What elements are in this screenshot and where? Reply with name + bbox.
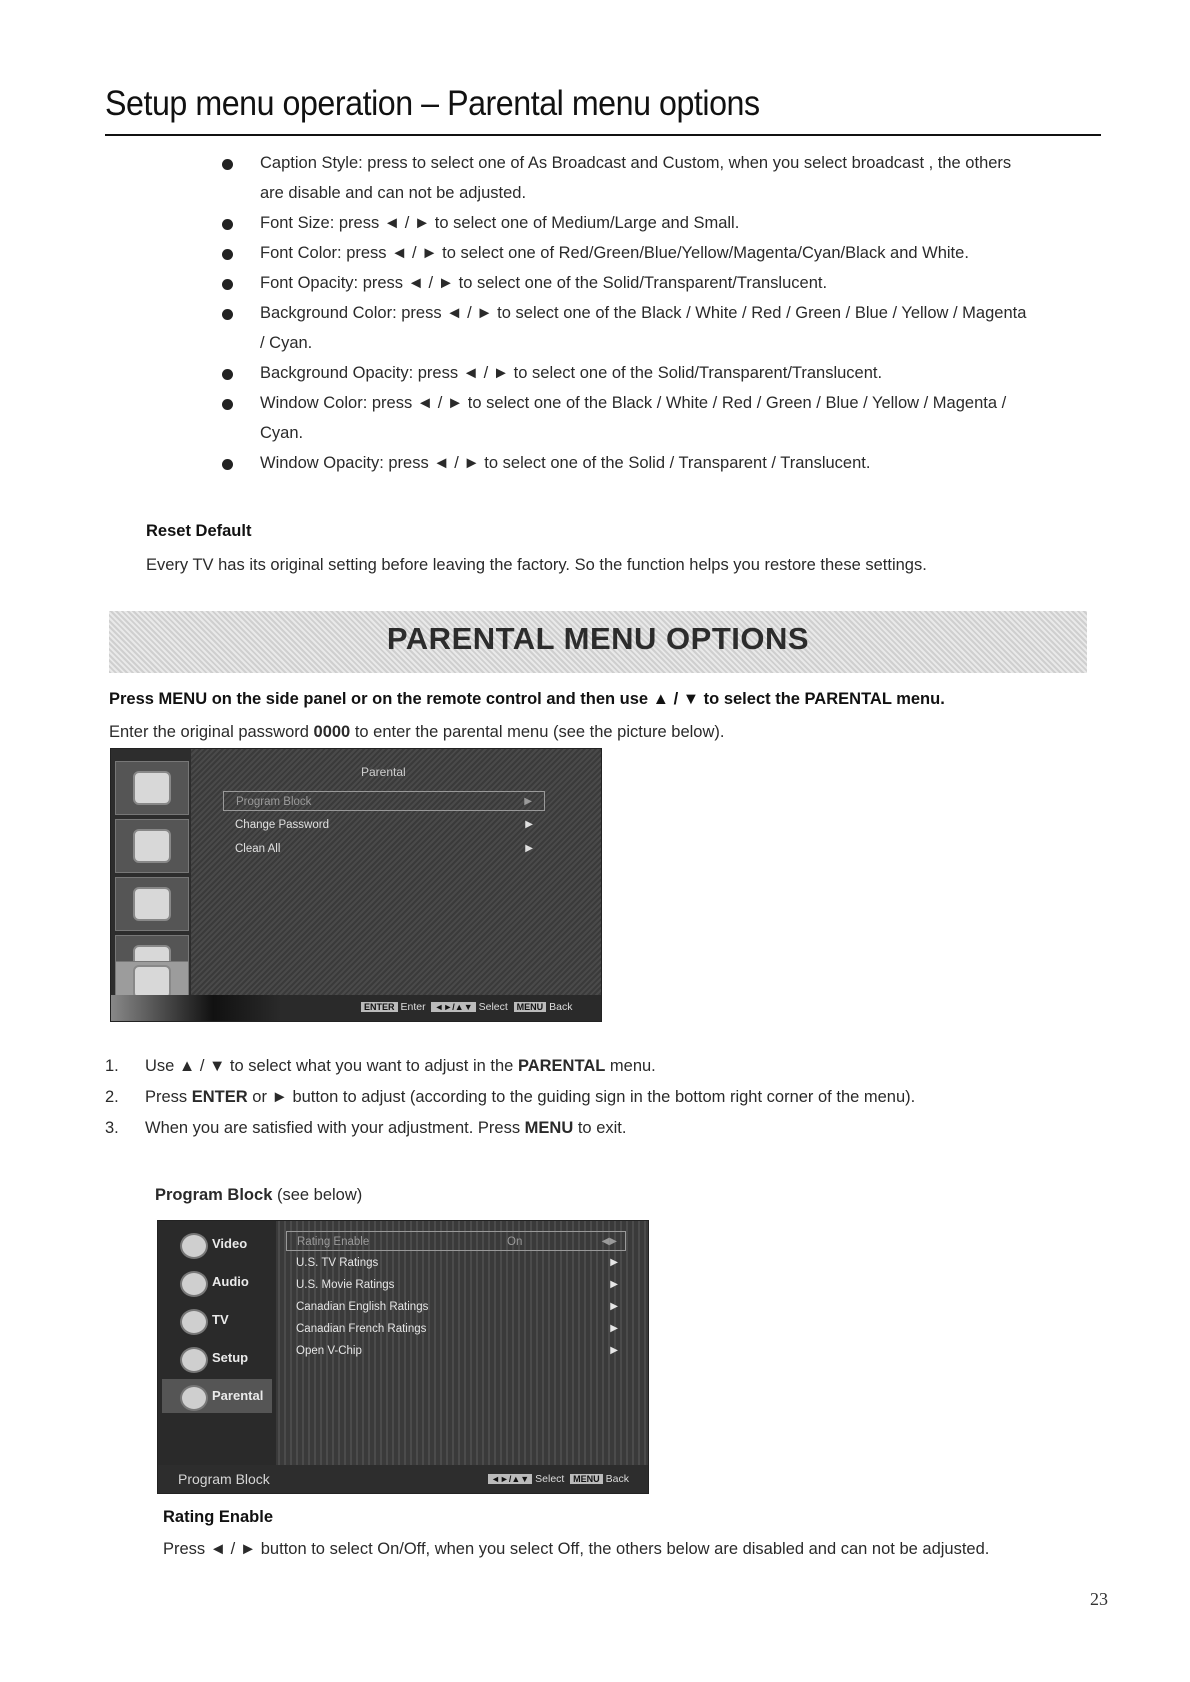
page-number: 23 <box>1090 1589 1108 1609</box>
bullet-icon <box>222 399 233 410</box>
tv-icon <box>133 887 171 921</box>
page-title: Setup menu operation – Parental menu options <box>105 84 760 123</box>
video-tab[interactable] <box>115 761 189 815</box>
sidebar-item-video[interactable]: Video <box>162 1227 272 1261</box>
menu-item-program-block[interactable]: Program Block ▶ <box>223 791 545 811</box>
list-item: 1. Use ▲ / ▼ to select what you want to adjust in the PARENTAL menu. <box>105 1057 656 1075</box>
reset-heading: Reset Default <box>146 522 252 540</box>
password-line: Enter the original password 0000 to enter the parental menu (see the picture below). <box>109 723 725 741</box>
right-arrow-icon: ▶ <box>524 796 532 807</box>
title-divider <box>105 134 1101 136</box>
bullet-icon <box>222 279 233 290</box>
program-block-screenshot <box>157 1220 649 1494</box>
sidebar-item-audio[interactable]: Audio <box>162 1265 272 1299</box>
audio-tab[interactable] <box>115 819 189 873</box>
program-block-heading: Program Block (see below) <box>155 1186 363 1204</box>
footer-title: Program Block <box>178 1471 270 1487</box>
steps-list <box>105 1051 1105 1144</box>
menu-item-clean-all[interactable]: Clean All ▶ <box>223 839 545 859</box>
menu-sidebar <box>111 749 191 1021</box>
row-open-v-chip[interactable]: Open V-Chip ▶ <box>286 1341 626 1361</box>
right-arrow-icon: ▶ <box>610 1323 618 1334</box>
right-arrow-icon: ▶ <box>610 1345 618 1356</box>
menu-sidebar <box>158 1221 276 1493</box>
right-arrow-icon: ▶ <box>610 1279 618 1290</box>
sidebar-item-setup[interactable]: Setup <box>162 1341 272 1375</box>
right-arrow-icon: ▶ <box>525 843 533 854</box>
bullet-icon <box>222 249 233 260</box>
rating-enable-heading: Rating Enable <box>163 1508 274 1526</box>
right-arrow-icon: ▶ <box>610 1301 618 1312</box>
bullet-icon <box>222 309 233 320</box>
sidebar-item-parental[interactable]: Parental <box>162 1379 272 1413</box>
intro-instruction: Press MENU on the side panel or on the remote control and then use ▲ / ▼ to select the PARENTAL menu. <box>109 690 945 708</box>
row-us-tv-ratings[interactable]: U.S. TV Ratings ▶ <box>286 1253 626 1273</box>
list-item: Background Color: press ◄ / ► to select one of the Black / White / Red / Green / Blue / Yellow / Magenta / Cyan. <box>218 298 1108 358</box>
bullet-icon <box>222 159 233 170</box>
list-item: Background Opacity: press ◄ / ► to select one of the Solid/Transparent/Translucent. <box>218 358 1108 388</box>
bullet-icon <box>222 369 233 380</box>
right-arrow-icon: ▶ <box>525 819 533 830</box>
right-arrow-icon: ▶ <box>610 1257 618 1268</box>
row-rating-enable[interactable]: Rating Enable On ◀▶ <box>286 1231 626 1251</box>
parental-icon <box>133 965 171 999</box>
row-canadian-english-ratings[interactable]: Canadian English Ratings ▶ <box>286 1297 626 1317</box>
footer-gradient <box>111 995 281 1021</box>
list-item: Font Size: press ◄ / ► to select one of Medium/Large and Small. <box>218 208 1108 238</box>
menu-footer <box>111 995 601 1021</box>
caption-options-list <box>218 148 1108 478</box>
rating-enable-text: Press ◄ / ► button to select On/Off, when you select Off, the others below are disabled and can not be adjusted. <box>163 1540 990 1558</box>
list-item: Caption Style: press to select one of As Broadcast and Custom, when you select broadcast , the others are disable and can not be adjusted. <box>218 148 1108 208</box>
video-icon <box>180 1233 208 1259</box>
row-canadian-french-ratings[interactable]: Canadian French Ratings ▶ <box>286 1319 626 1339</box>
sidebar-item-tv[interactable]: TV <box>162 1303 272 1337</box>
list-item: 2. Press ENTER or ► button to adjust (according to the guiding sign in the bottom right corner of the menu). <box>105 1088 916 1106</box>
bullet-icon <box>222 459 233 470</box>
menu-item-change-password[interactable]: Change Password ▶ <box>223 815 545 835</box>
setup-icon <box>180 1347 208 1373</box>
audio-icon <box>180 1271 208 1297</box>
list-item: 3. When you are satisfied with your adjustment. Press MENU to exit. <box>105 1119 627 1137</box>
row-us-movie-ratings[interactable]: U.S. Movie Ratings ▶ <box>286 1275 626 1295</box>
tv-icon <box>180 1309 208 1335</box>
list-item: Window Opacity: press ◄ / ► to select one of the Solid / Transparent / Translucent. <box>218 448 1108 478</box>
menu-footer <box>158 1465 648 1493</box>
parental-icon <box>180 1385 208 1411</box>
rating-enable-value: On <box>507 1236 523 1248</box>
audio-icon <box>133 829 171 863</box>
bullet-icon <box>222 219 233 230</box>
menu-title: Parental <box>361 765 406 779</box>
list-item: Font Color: press ◄ / ► to select one of Red/Green/Blue/Yellow/Magenta/Cyan/Black and White. <box>218 238 1108 268</box>
password-code: 0000 <box>313 723 351 741</box>
footer-hints: ENTER Enter ◄►/▲▼ Select MENU Back <box>361 1001 572 1013</box>
section-banner <box>109 611 1087 673</box>
list-item: Font Opacity: press ◄ / ► to select one of the Solid/Transparent/Translucent. <box>218 268 1108 298</box>
footer-hints: ◄►/▲▼ Select MENU Back <box>488 1473 629 1485</box>
reset-text: Every TV has its original setting before leaving the factory. So the function helps you restore these settings. <box>146 556 927 574</box>
parental-menu-screenshot <box>110 748 602 1022</box>
banner-title: PARENTAL MENU OPTIONS <box>386 621 810 656</box>
list-item: Window Color: press ◄ / ► to select one of the Black / White / Red / Green / Blue / Yellow / Magenta / Cyan. <box>218 388 1108 448</box>
left-right-arrow-icon: ◀▶ <box>601 1236 617 1247</box>
tv-tab[interactable] <box>115 877 189 931</box>
video-icon <box>133 771 171 805</box>
